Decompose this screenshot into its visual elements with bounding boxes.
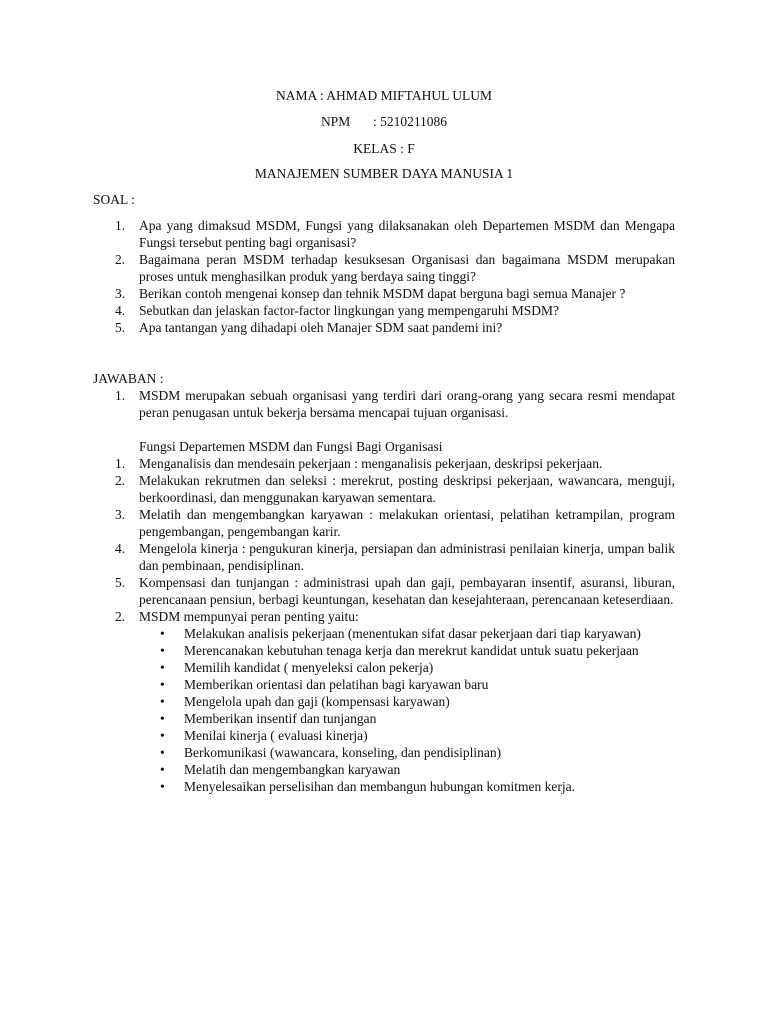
answer-text: MSDM merupakan sebuah organisasi yang terdiri dari orang-orang yang secara resmi mendapat peran penugasan untuk bekerja bersama mencapai tujuan organisasi. <box>139 388 675 420</box>
soal-heading: SOAL : <box>93 192 135 207</box>
class-info: KELAS : F <box>353 141 415 156</box>
fungsi-text: Mengelola kinerja : pengukuran kinerja, persiapan dan administrasi penilaian kinerja, umpan balik dan pembinaan, pendisiplinan. <box>139 541 675 573</box>
fungsi-text: Melatih dan mengembangkan karyawan : melakukan orientasi, pelatihan ketrampilan, program pengembangan, pengembangan karir. <box>139 507 675 539</box>
bullet-icon: • <box>160 660 165 675</box>
question-number: 1. <box>115 218 126 233</box>
bullet-icon: • <box>160 643 165 658</box>
student-name: NAMA : AHMAD MIFTAHUL ULUM <box>276 88 492 103</box>
role-text: Memberikan orientasi dan pelatihan bagi karyawan baru <box>184 677 489 692</box>
question-text: Apa yang dimaksud MSDM, Fungsi yang dilaksanakan oleh Departemen MSDM dan Mengapa Fungsi tersebut penting bagi organisasi? <box>139 218 675 250</box>
answer-list <box>93 387 675 795</box>
question-text: Apa tantangan yang dihadapi oleh Manajer SDM saat pandemi ini? <box>139 320 503 335</box>
answer-number: 1. <box>115 388 126 403</box>
bullet-icon: • <box>160 677 165 692</box>
answer-item <box>93 387 675 421</box>
bullet-icon: • <box>160 694 165 709</box>
role-text: Mengelola upah dan gaji (kompensasi karyawan) <box>184 694 450 709</box>
bullet-icon: • <box>160 779 165 794</box>
question-list <box>93 217 675 336</box>
role-text: Memilih kandidat ( menyeleksi calon pekerja) <box>184 660 434 675</box>
role-bullet-item <box>93 778 675 795</box>
fungsi-item <box>93 455 675 472</box>
role-text: Melatih dan mengembangkan karyawan <box>184 762 401 777</box>
role-text: Merencanakan kebutuhan tenaga kerja dan merekrut kandidat untuk suatu pekerjaan <box>184 643 639 658</box>
fungsi-number: 2. <box>115 473 126 488</box>
role-text: Memberikan insentif dan tunjangan <box>184 711 377 726</box>
answer-number: 2. <box>115 609 126 624</box>
question-item <box>93 285 675 302</box>
role-bullet-item <box>93 727 675 744</box>
jawaban-heading: JAWABAN : <box>93 371 164 386</box>
fungsi-item <box>93 540 675 574</box>
fungsi-text: Menganalisis dan mendesain pekerjaan : menganalisis pekerjaan, deskripsi pekerjaan. <box>139 456 603 471</box>
bullet-icon: • <box>160 728 165 743</box>
question-number: 4. <box>115 303 126 318</box>
student-npm <box>0 113 768 130</box>
fungsi-text: Melakukan rekrutmen dan seleksi : merekrut, posting deskripsi pekerjaan, wawancara, menguji, berkoordinasi, dan menggunakan karyawan sementara. <box>139 473 675 505</box>
npm-label: NPM <box>320 114 351 129</box>
role-text: Melakukan analisis pekerjaan (menentukan sifat dasar pekerjaan dari tiap karyawan) <box>184 626 641 641</box>
course-title: MANAJEMEN SUMBER DAYA MANUSIA 1 <box>254 166 514 181</box>
fungsi-number: 1. <box>115 456 126 471</box>
role-bullet-item <box>93 710 675 727</box>
fungsi-item <box>93 574 675 608</box>
role-bullet-item <box>93 676 675 693</box>
role-text: Menilai kinerja ( evaluasi kinerja) <box>184 728 368 743</box>
question-item <box>93 251 675 285</box>
bullet-icon: • <box>160 745 165 760</box>
question-text: Berikan contoh mengenai konsep dan tehnik MSDM dapat berguna bagi semua Manajer ? <box>139 286 626 301</box>
question-text: Sebutkan dan jelaskan factor-factor lingkungan yang mempengaruhi MSDM? <box>139 303 559 318</box>
fungsi-number: 3. <box>115 507 126 522</box>
answer-item <box>93 608 675 625</box>
bullet-icon: • <box>160 711 165 726</box>
role-bullet-item <box>93 744 675 761</box>
question-item <box>93 217 675 251</box>
fungsi-number: 5. <box>115 575 126 590</box>
bullet-icon: • <box>160 762 165 777</box>
fungsi-item <box>93 472 675 506</box>
question-number: 5. <box>115 320 126 335</box>
role-bullet-item <box>93 693 675 710</box>
role-text: Menyelesaikan perselisihan dan membangun hubungan komitmen kerja. <box>184 779 576 794</box>
npm-value: : 5210211086 <box>372 114 448 129</box>
fungsi-title: Fungsi Departemen MSDM dan Fungsi Bagi Organisasi <box>139 439 443 454</box>
question-item <box>93 319 675 336</box>
fungsi-item <box>93 506 675 540</box>
question-item <box>93 302 675 319</box>
role-bullet-item <box>93 761 675 778</box>
role-bullet-item <box>93 659 675 676</box>
fungsi-number: 4. <box>115 541 126 556</box>
question-number: 3. <box>115 286 126 301</box>
fungsi-text: Kompensasi dan tunjangan : administrasi upah dan gaji, pembayaran insentif, asuransi, liburan, perencanaan pensiun, berbagi keuntungan, kesehatan dan kesejahteraan, perencanaan keteserdiaan. <box>139 575 675 607</box>
bullet-icon: • <box>160 626 165 641</box>
answer-text: MSDM mempunyai peran penting yaitu: <box>139 609 359 624</box>
question-text: Bagaimana peran MSDM terhadap kesuksesan Organisasi dan bagaimana MSDM merupakan proses untuk menghasilkan produk yang berdaya saing tinggi? <box>139 252 675 284</box>
role-bullet-item <box>93 642 675 659</box>
role-bullet-item <box>93 625 675 642</box>
question-number: 2. <box>115 252 126 267</box>
role-text: Berkomunikasi (wawancara, konseling, dan pendisiplinan) <box>184 745 502 760</box>
